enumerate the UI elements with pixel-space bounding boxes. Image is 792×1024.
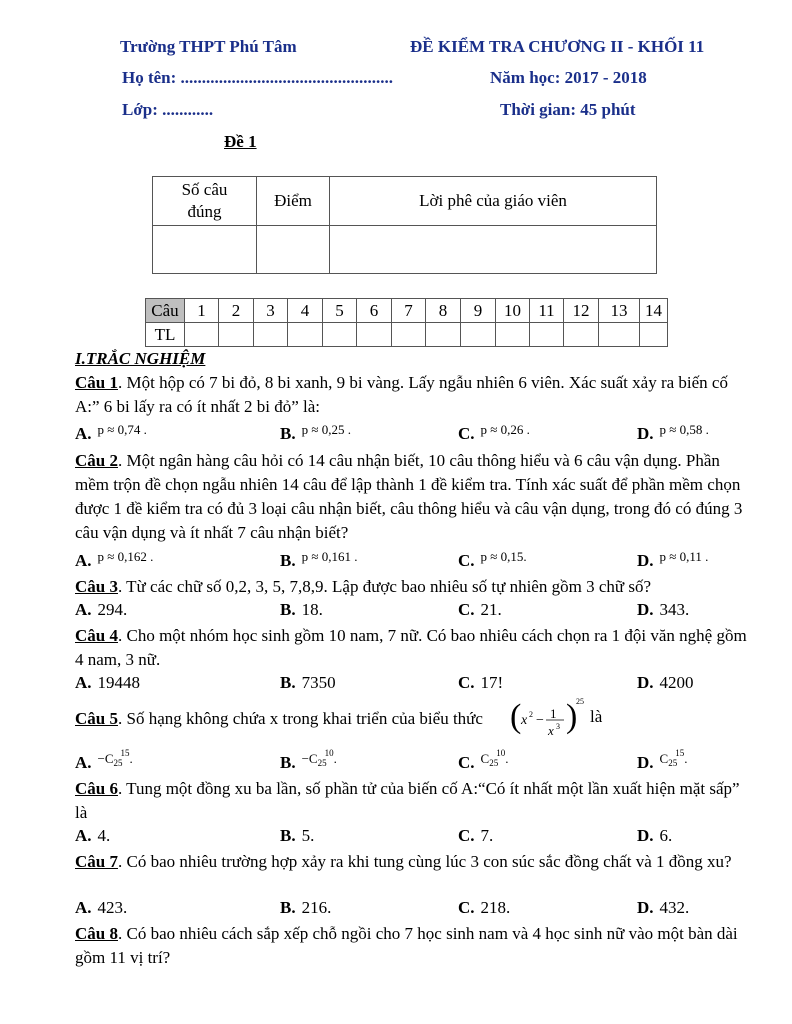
exam-duration: Thời gian: 45 phút	[500, 100, 636, 119]
answer-cell	[640, 323, 668, 347]
answer-cell	[392, 323, 426, 347]
score-cell	[257, 226, 330, 274]
q6-option-a: A. 4.	[75, 826, 111, 845]
q3-option-a: A. 294.	[75, 600, 128, 619]
binomial-expression	[508, 694, 588, 744]
q5-option-d: D. $^{C_{25}^{15}.}$	[637, 748, 688, 772]
q1-option-b: B. $^{p \approx 0,25 .}$	[280, 422, 351, 443]
svg-text:−: −	[536, 713, 544, 728]
q3-option-b: B. 18.	[280, 600, 323, 619]
svg-text:2: 2	[529, 710, 533, 719]
teacher-comment-cell	[330, 226, 657, 274]
score-header: Điểm	[257, 177, 330, 226]
close-paren: )	[566, 698, 578, 735]
question-number-cell: 7	[392, 299, 426, 323]
q3-option-d: D. 343.	[637, 600, 690, 619]
q5-option-a: A. $^{-C_{25}^{15}.}$	[75, 748, 133, 772]
answer-cell	[323, 323, 357, 347]
exam-title: ĐỀ KIỂM TRA CHƯƠNG II - KHỐI 11	[410, 37, 705, 56]
q1-option-c: C. $^{p \approx 0,26 .}$	[458, 422, 530, 443]
question-number-cell: 10	[496, 299, 530, 323]
question-2: Câu 2. Một ngân hàng câu hỏi có 14 câu nhận biết, 10 câu thông hiểu và 6 câu vận dụng. Phần mềm trộn đề chọn ngẫu nhiên 14 câu để lập thành 1 đề kiểm tra. Tính xác suất để phần mềm chọn được 1 đề kiểm tra có đủ 3 loại câu nhận biết, câu thông hiểu và câu vận dụng, trong đó có đúng 3 câu vận dụng và ít nhất 7 câu nhận biết?	[75, 451, 743, 542]
answer-grid	[145, 298, 668, 347]
q7-option-c: C. 218.	[458, 898, 511, 917]
answer-cell	[426, 323, 461, 347]
question-number-cell: 3	[254, 299, 288, 323]
q7-option-a: A. 423.	[75, 898, 128, 917]
correct-count-header: Số câu đúng	[153, 177, 257, 226]
question-number-cell: 9	[461, 299, 496, 323]
q2-option-b: B. $^{p \approx 0,161 .}$	[280, 549, 358, 570]
question-number-cell: 14	[640, 299, 668, 323]
q4-option-c: C. 17!	[458, 673, 504, 692]
school-name: Trường THPT Phú Tâm	[120, 37, 297, 56]
q6-option-c: C. 7.	[458, 826, 494, 845]
school-year: Năm học: 2017 - 2018	[490, 68, 647, 87]
answer-cell	[219, 323, 254, 347]
answer-cell	[496, 323, 530, 347]
question-4: Câu 4. Cho một nhóm học sinh gồm 10 nam, 7 nữ. Có bao nhiêu cách chọn ra 1 đội văn nghệ gồm 4 nam, 3 nữ.	[75, 626, 747, 669]
answer-cell	[357, 323, 392, 347]
question-number-cell: 11	[530, 299, 564, 323]
question-8: Câu 8. Có bao nhiêu cách sắp xếp chỗ ngồi cho 7 học sinh nam và 4 học sinh nữ vào một bàn dài gồm 11 vị trí?	[75, 924, 738, 967]
question-row-label: Câu	[146, 299, 185, 323]
question-number-cell: 1	[185, 299, 219, 323]
fraction-numerator: 1	[550, 706, 557, 721]
exam-version: Đề 1	[224, 132, 257, 151]
class-field: Lớp: ............	[122, 100, 214, 119]
answer-cell	[461, 323, 496, 347]
answer-cell	[185, 323, 219, 347]
q2-option-d: D. $^{p \approx 0,11 .}$	[637, 549, 709, 570]
exponent: 25	[576, 697, 584, 706]
q6-option-d: D. 6.	[637, 826, 673, 845]
fraction-denominator: x	[548, 723, 554, 738]
q3-option-c: C. 21.	[458, 600, 502, 619]
answer-cell	[599, 323, 640, 347]
open-paren: (	[510, 698, 522, 735]
answer-cell	[530, 323, 564, 347]
q4-option-a: A. 19448	[75, 673, 141, 692]
question-number-cell: 2	[219, 299, 254, 323]
question-3: Câu 3. Từ các chữ số 0,2, 3, 5, 7,8,9. Lập được bao nhiêu số tự nhiên gồm 3 chữ số?	[75, 577, 651, 596]
question-number-cell: 12	[564, 299, 599, 323]
q4-option-d: D. 4200	[637, 673, 694, 692]
question-5: Câu 5. Số hạng không chứa x trong khai triển của biểu thức	[75, 709, 483, 728]
teacher-comment-header: Lời phê của giáo viên	[330, 177, 657, 226]
q1-option-a: A. $^{p \approx 0,74 .}$	[75, 422, 147, 443]
student-name-field: Họ tên: ..................................................	[122, 68, 394, 87]
answer-cell	[254, 323, 288, 347]
question-7: Câu 7. Có bao nhiêu trường hợp xảy ra khi tung cùng lúc 3 con súc sắc đồng chất và 1 đồng xu?	[75, 852, 732, 871]
answer-cell	[288, 323, 323, 347]
question-1: Câu 1. Một hộp có 7 bi đỏ, 8 bi xanh, 9 bi vàng. Lấy ngẫu nhiên 6 viên. Xác suất xảy ra biến cố A:” 6 bi lấy ra có ít nhất 2 bi đỏ” là:	[75, 373, 728, 416]
svg-text:x: x	[521, 713, 528, 728]
svg-text:3: 3	[556, 722, 560, 731]
question-number-cell: 8	[426, 299, 461, 323]
q5-tail: là	[590, 707, 603, 726]
q1-option-d: D. $^{p \approx 0,58 .}$	[637, 422, 709, 443]
score-table	[152, 176, 657, 274]
question-number-cell: 5	[323, 299, 357, 323]
question-6: Câu 6. Tung một đồng xu ba lần, số phần tử của biến cố A:“Có ít nhất một lần xuất hiện mặt sấp” là	[75, 779, 740, 822]
question-number-cell: 13	[599, 299, 640, 323]
q7-option-b: B. 216.	[280, 898, 332, 917]
q2-option-c: C. $^{p \approx 0,15.}$	[458, 549, 527, 570]
q5-option-b: B. $^{-C_{25}^{10}.}$	[280, 748, 337, 772]
answer-row-label: TL	[146, 323, 185, 347]
question-number-cell: 4	[288, 299, 323, 323]
q4-option-b: B. 7350	[280, 673, 336, 692]
q5-option-c: C. $^{C_{25}^{10}.}$	[458, 748, 509, 772]
question-number-cell: 6	[357, 299, 392, 323]
correct-count-cell	[153, 226, 257, 274]
q6-option-b: B. 5.	[280, 826, 315, 845]
q2-option-a: A. $^{p \approx 0,162 .}$	[75, 549, 154, 570]
answer-cell	[564, 323, 599, 347]
section-title: I.TRẮC NGHIỆM	[75, 349, 206, 368]
q7-option-d: D. 432.	[637, 898, 690, 917]
